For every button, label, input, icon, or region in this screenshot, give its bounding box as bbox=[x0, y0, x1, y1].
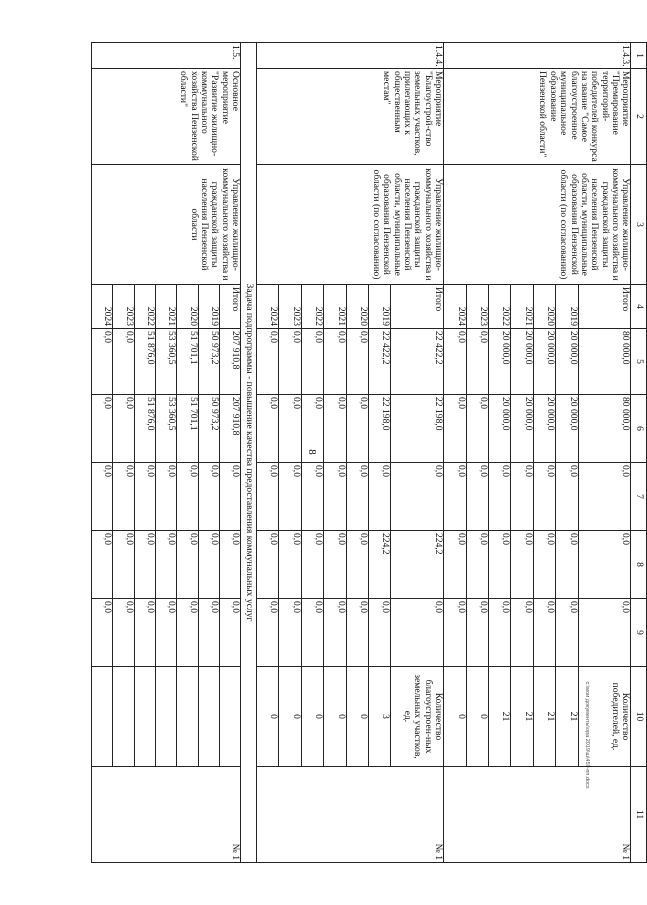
amount-c9: 0,0 bbox=[177, 599, 198, 667]
indicator-value: 21 bbox=[556, 667, 578, 767]
amount-c9: 0,0 bbox=[156, 599, 177, 667]
amount-c8: 0,0 bbox=[466, 531, 488, 599]
amount-c6: 53 360,5 bbox=[156, 395, 177, 463]
amount-c8: 224,2 bbox=[368, 531, 390, 599]
indicator-value: 21 bbox=[533, 667, 555, 767]
amount-c6: 22 198,0 bbox=[391, 395, 444, 463]
column-number-5: 5 bbox=[631, 329, 647, 395]
amount-c7: 0,0 bbox=[511, 463, 533, 531]
indicator-ref: № 1 bbox=[92, 767, 241, 863]
year-cell: 2021 bbox=[324, 285, 346, 329]
column-number-4: 4 bbox=[631, 285, 647, 329]
indicator-value: 0 bbox=[346, 667, 368, 767]
amount-c5: 0,0 bbox=[113, 329, 134, 395]
activity-name: Мероприятие "Благоустрой-ство земельных участков, прилегающих к общественным местам" bbox=[256, 69, 443, 165]
activity-number: 1.5. bbox=[92, 43, 241, 69]
amount-c9: 0,0 bbox=[556, 599, 578, 667]
amount-c6: 0,0 bbox=[279, 395, 301, 463]
amount-c7: 0,0 bbox=[466, 463, 488, 531]
amount-c8: 0,0 bbox=[488, 531, 510, 599]
year-cell: 2021 bbox=[511, 285, 533, 329]
program-activities-table bbox=[91, 42, 647, 863]
year-cell: 2022 bbox=[301, 285, 323, 329]
year-cell: 2024 bbox=[92, 285, 113, 329]
amount-c8: 0,0 bbox=[177, 531, 198, 599]
amount-c6: 207 910,8 bbox=[219, 395, 240, 463]
amount-c9: 0,0 bbox=[279, 599, 301, 667]
indicator-value: Количество победителей, ед. bbox=[578, 667, 631, 767]
amount-c7: 0,0 bbox=[324, 463, 346, 531]
indicator-value: 21 bbox=[488, 667, 510, 767]
amount-c7: 0,0 bbox=[198, 463, 219, 531]
amount-c7: 0,0 bbox=[301, 463, 323, 531]
year-cell: 2020 bbox=[533, 285, 555, 329]
amount-c5: 20 000,0 bbox=[511, 329, 533, 395]
amount-c5: 53 360,5 bbox=[156, 329, 177, 395]
amount-c8: 0,0 bbox=[113, 531, 134, 599]
column-number-11: 11 bbox=[631, 767, 647, 863]
amount-c5: 0,0 bbox=[256, 329, 278, 395]
amount-c6: 20 000,0 bbox=[533, 395, 555, 463]
amount-c9: 0,0 bbox=[92, 599, 113, 667]
amount-c8: 0,0 bbox=[556, 531, 578, 599]
year-cell: 2023 bbox=[279, 285, 301, 329]
indicator-value: 0 bbox=[256, 667, 278, 767]
amount-c8: 0,0 bbox=[92, 531, 113, 599]
column-number-10: 10 bbox=[631, 667, 647, 767]
table-body bbox=[92, 43, 647, 863]
amount-c6: 0,0 bbox=[346, 395, 368, 463]
amount-c7: 0,0 bbox=[533, 463, 555, 531]
amount-c5: 80 000,0 bbox=[578, 329, 631, 395]
amount-c6: 0,0 bbox=[256, 395, 278, 463]
indicator-value: 0 bbox=[444, 667, 466, 767]
amount-c6: 22 198,0 bbox=[368, 395, 390, 463]
indicator-value bbox=[113, 667, 134, 767]
indicator-value: 0 bbox=[301, 667, 323, 767]
amount-c5: 0,0 bbox=[92, 329, 113, 395]
year-cell: 2019 bbox=[556, 285, 578, 329]
amount-c8: 0,0 bbox=[279, 531, 301, 599]
page-number: 8 bbox=[306, 449, 318, 455]
column-number-8: 8 bbox=[631, 531, 647, 599]
year-cell: Итого bbox=[391, 285, 444, 329]
indicator-value bbox=[219, 667, 240, 767]
indicator-ref: № 1 bbox=[256, 767, 443, 863]
amount-c5: 50 973,2 bbox=[198, 329, 219, 395]
amount-c6: 80 000,0 bbox=[578, 395, 631, 463]
amount-c6: 50 973,2 bbox=[198, 395, 219, 463]
amount-c7: 0,0 bbox=[92, 463, 113, 531]
activity-number: 1.4.3. bbox=[444, 43, 631, 69]
amount-c9: 0,0 bbox=[198, 599, 219, 667]
activity-number: 1.4.4. bbox=[256, 43, 443, 69]
section-3-row bbox=[219, 43, 240, 863]
amount-c7: 0,0 bbox=[156, 463, 177, 531]
indicator-value: 21 bbox=[511, 667, 533, 767]
amount-c8: 0,0 bbox=[256, 531, 278, 599]
responsible-executor: Управление жилищно-коммунального хозяйства и гражданской защиты населения Пензенской области bbox=[92, 165, 241, 285]
year-cell: 2022 bbox=[488, 285, 510, 329]
indicator-value: 0 bbox=[466, 667, 488, 767]
amount-c7: 0,0 bbox=[279, 463, 301, 531]
amount-c6: 0,0 bbox=[444, 395, 466, 463]
amount-c6: 0,0 bbox=[301, 395, 323, 463]
amount-c5: 207 910,8 bbox=[219, 329, 240, 395]
year-cell: 2019 bbox=[198, 285, 219, 329]
amount-c8: 0,0 bbox=[346, 531, 368, 599]
indicator-ref: № 1 bbox=[444, 767, 631, 863]
amount-c6: 0,0 bbox=[324, 395, 346, 463]
amount-c6: 20 000,0 bbox=[511, 395, 533, 463]
year-cell: 2022 bbox=[134, 285, 155, 329]
year-cell: 2020 bbox=[346, 285, 368, 329]
column-number-9: 9 bbox=[631, 599, 647, 667]
indicator-value bbox=[156, 667, 177, 767]
column-number-3: 3 bbox=[631, 165, 647, 285]
indicator-value bbox=[134, 667, 155, 767]
activity-name: Мероприятие "Премирование территорий-победителей конкурса на звание "Самое благоустроенное муниципальное образование Пензенской области" bbox=[444, 69, 631, 165]
amount-c5: 51 876,0 bbox=[134, 329, 155, 395]
year-cell: 2024 bbox=[444, 285, 466, 329]
amount-c9: 0,0 bbox=[511, 599, 533, 667]
amount-c5: 20 000,0 bbox=[533, 329, 555, 395]
amount-c6: 51 701,1 bbox=[177, 395, 198, 463]
amount-c6: 0,0 bbox=[113, 395, 134, 463]
amount-c7: 0,0 bbox=[177, 463, 198, 531]
amount-c7: 0,0 bbox=[113, 463, 134, 531]
amount-c8: 0,0 bbox=[301, 531, 323, 599]
amount-c7: 0,0 bbox=[134, 463, 155, 531]
column-number-6: 6 bbox=[631, 395, 647, 463]
amount-c6: 20 000,0 bbox=[488, 395, 510, 463]
amount-c5: 22 422,2 bbox=[368, 329, 390, 395]
amount-c5: 22 422,2 bbox=[391, 329, 444, 395]
year-cell: 2023 bbox=[466, 285, 488, 329]
column-number-1: 1 bbox=[631, 43, 647, 69]
amount-c5: 0,0 bbox=[346, 329, 368, 395]
amount-c7: 0,0 bbox=[444, 463, 466, 531]
amount-c9: 0,0 bbox=[256, 599, 278, 667]
amount-c7: 0,0 bbox=[256, 463, 278, 531]
amount-c5: 0,0 bbox=[279, 329, 301, 395]
year-cell: 2023 bbox=[113, 285, 134, 329]
amount-c8: 0,0 bbox=[134, 531, 155, 599]
indicator-value bbox=[92, 667, 113, 767]
year-cell: 2020 bbox=[177, 285, 198, 329]
indicator-value: 0 bbox=[324, 667, 346, 767]
amount-c6: 0,0 bbox=[92, 395, 113, 463]
column-number-2: 2 bbox=[631, 69, 647, 165]
column-number-7: 7 bbox=[631, 463, 647, 531]
amount-c8: 0,0 bbox=[324, 531, 346, 599]
amount-c8: 0,0 bbox=[578, 531, 631, 599]
activity-name: Основное мероприятие "Развитие жилищно-коммунального хозяйства Пензенской области" bbox=[92, 69, 241, 165]
indicator-value: Количество благоустроен-ных земельных участков, ед. bbox=[391, 667, 444, 767]
year-cell: Итого bbox=[219, 285, 240, 329]
footer-file-path: c:\мои документы\ора 2019\ш\459-пп.docx bbox=[584, 681, 590, 789]
subprogram-task-title: Задача подпрограммы - повышение качества предоставления коммунальных услуг bbox=[241, 43, 257, 863]
section-2-row bbox=[391, 43, 444, 863]
amount-c7: 0,0 bbox=[488, 463, 510, 531]
amount-c5: 20 000,0 bbox=[556, 329, 578, 395]
year-cell: 2024 bbox=[256, 285, 278, 329]
amount-c9: 0,0 bbox=[578, 599, 631, 667]
indicator-value: 3 bbox=[368, 667, 390, 767]
amount-c9: 0,0 bbox=[113, 599, 134, 667]
amount-c9: 0,0 bbox=[346, 599, 368, 667]
amount-c9: 0,0 bbox=[444, 599, 466, 667]
amount-c9: 0,0 bbox=[324, 599, 346, 667]
amount-c7: 0,0 bbox=[391, 463, 444, 531]
amount-c5: 0,0 bbox=[301, 329, 323, 395]
amount-c8: 0,0 bbox=[444, 531, 466, 599]
subprogram-task-row bbox=[241, 43, 257, 863]
amount-c9: 0,0 bbox=[368, 599, 390, 667]
amount-c7: 0,0 bbox=[219, 463, 240, 531]
responsible-executor: Управление жилищно-коммунального хозяйства и гражданской защиты населения Пензенской области, муниципальные образования Пензенской области (по согласованию) bbox=[444, 165, 631, 285]
amount-c5: 51 701,1 bbox=[177, 329, 198, 395]
amount-c5: 0,0 bbox=[444, 329, 466, 395]
indicator-value bbox=[177, 667, 198, 767]
year-cell: Итого bbox=[578, 285, 631, 329]
amount-c8: 224,2 bbox=[391, 531, 444, 599]
year-cell: 2021 bbox=[156, 285, 177, 329]
amount-c7: 0,0 bbox=[368, 463, 390, 531]
amount-c8: 0,0 bbox=[198, 531, 219, 599]
amount-c5: 0,0 bbox=[324, 329, 346, 395]
amount-c9: 0,0 bbox=[391, 599, 444, 667]
column-number-row bbox=[631, 43, 647, 863]
responsible-executor: Управление жилищно-коммунального хозяйства и гражданской защиты населения Пензенской области, муниципальные образования Пензенской области (по согласованию) bbox=[256, 165, 443, 285]
amount-c9: 0,0 bbox=[301, 599, 323, 667]
section-1-row bbox=[578, 43, 631, 863]
indicator-value: 0 bbox=[279, 667, 301, 767]
amount-c6: 0,0 bbox=[466, 395, 488, 463]
amount-c9: 0,0 bbox=[134, 599, 155, 667]
amount-c9: 0,0 bbox=[488, 599, 510, 667]
amount-c6: 51 876,0 bbox=[134, 395, 155, 463]
year-cell: 2019 bbox=[368, 285, 390, 329]
amount-c9: 0,0 bbox=[533, 599, 555, 667]
amount-c7: 0,0 bbox=[556, 463, 578, 531]
amount-c8: 0,0 bbox=[156, 531, 177, 599]
amount-c9: 0,0 bbox=[219, 599, 240, 667]
amount-c7: 0,0 bbox=[346, 463, 368, 531]
amount-c7: 0,0 bbox=[578, 463, 631, 531]
amount-c5: 20 000,0 bbox=[488, 329, 510, 395]
amount-c8: 0,0 bbox=[219, 531, 240, 599]
amount-c6: 20 000,0 bbox=[556, 395, 578, 463]
amount-c9: 0,0 bbox=[466, 599, 488, 667]
amount-c5: 0,0 bbox=[466, 329, 488, 395]
indicator-value bbox=[198, 667, 219, 767]
amount-c8: 0,0 bbox=[533, 531, 555, 599]
rotated-table-container bbox=[91, 42, 647, 862]
amount-c8: 0,0 bbox=[511, 531, 533, 599]
